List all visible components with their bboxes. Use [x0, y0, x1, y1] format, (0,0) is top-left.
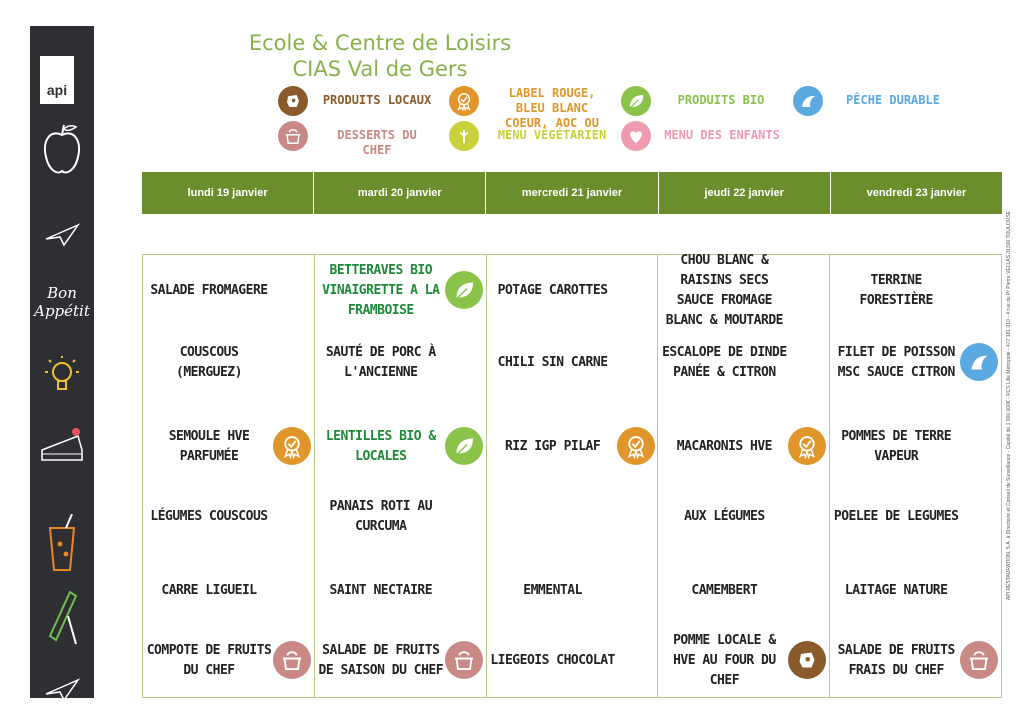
page-title: Ecole & Centre de Loisirs CIAS Val de Gers — [248, 31, 512, 81]
menu-cell — [315, 625, 487, 697]
leaf-icon — [621, 86, 651, 116]
menu-cell — [487, 625, 659, 697]
dish-name: POTAGE CAROTTES — [497, 283, 608, 298]
leaf-icon — [445, 271, 483, 309]
menu-cell — [487, 481, 659, 553]
dish-name: SALADE DE FRUITS FRAIS DU CHEF — [837, 643, 955, 678]
menu-cell — [658, 327, 830, 399]
dish-name: SAUTÉ DE PORC À L'ANCIENNE — [325, 345, 436, 380]
menu-cell — [830, 255, 1002, 327]
api-logo: api — [40, 56, 74, 104]
menu-cell — [658, 625, 830, 697]
dish-name: COMPOTE DE FRUITS DU CHEF — [146, 643, 272, 678]
day-header: mardi 20 janvier — [314, 172, 486, 214]
dish-name: PANAIS ROTI AU CURCUMA — [329, 499, 433, 534]
dish-name: CAMEMBERT — [691, 583, 758, 598]
dish-name: SALADE DE FRUITS DE SAISON DU CHEF — [318, 643, 444, 678]
cake-icon — [30, 424, 94, 466]
quality-label-icon — [617, 427, 655, 465]
menu-cell — [658, 555, 830, 627]
leaf-icon — [445, 427, 483, 465]
dish-name: EMMENTAL — [523, 583, 582, 598]
legal-mention: API RESTAURATION, S.A. à Directoire et Conseil de Surveillance - Capital de 1 000 000€ - RCS Lille Métropole - 477 181 010 - 4 rue du Pr Pierre VELLAS 31300 TOULOUSE — [1006, 211, 1012, 600]
legend-label: PRODUITS LOCAUX — [322, 93, 432, 107]
dish-name: LÉGUMES COUSCOUS — [150, 509, 268, 524]
dish-name: SALADE FROMAGERE — [150, 283, 268, 298]
menu-column — [143, 255, 315, 697]
chef-pot-icon — [273, 641, 311, 679]
dish-name: TERRINE FORESTIÈRE — [859, 273, 933, 308]
day-header-row — [142, 172, 1002, 214]
dish-name: LIEGEOIS CHOCOLAT — [490, 653, 615, 668]
menu-column — [658, 255, 830, 697]
menu-cell — [658, 411, 830, 483]
fish-icon — [960, 343, 998, 381]
dish-name: CARRE LIGUEIL — [161, 583, 257, 598]
legend-label: LABEL ROUGE, BLEU BLANC COEUR, AOC OU — [505, 86, 599, 130]
pencil-icon — [30, 586, 94, 646]
menu-cell — [143, 555, 315, 627]
menu-cell — [315, 481, 487, 553]
chef-pot-icon — [445, 641, 483, 679]
menu-cell — [830, 411, 1002, 483]
dish-name: SEMOULE HVE PARFUMÉE — [168, 429, 250, 464]
dish-name: BETTERAVES BIO VINAIGRETTE A LA FRAMBOISE — [322, 263, 440, 318]
menu-cell — [143, 481, 315, 553]
lightbulb-icon — [30, 356, 94, 396]
chef-pot-icon — [960, 641, 998, 679]
paper-plane-icon — [30, 221, 94, 249]
menu-cell — [487, 411, 659, 483]
menu-cell — [143, 411, 315, 483]
menu-cell — [315, 411, 487, 483]
fish-icon — [793, 86, 823, 116]
menu-cell — [830, 625, 1002, 697]
menu-column — [315, 255, 487, 697]
menu-cell — [830, 555, 1002, 627]
dish-name: CHOU BLANC & RAISINS SECS SAUCE FROMAGE BLANC & MOUTARDE — [665, 253, 783, 328]
menu-cell — [830, 481, 1002, 553]
menu-cell — [315, 327, 487, 399]
quality-label-icon — [788, 427, 826, 465]
bon-appetit-text: Bon Appétit — [34, 284, 90, 320]
chef-pot-icon — [278, 121, 308, 151]
dish-name: LENTILLES BIO & LOCALES — [325, 429, 436, 464]
decorative-strip — [30, 26, 94, 698]
heart-icon — [621, 121, 651, 151]
dish-name: LAITAGE NATURE — [844, 583, 948, 598]
paper-plane-icon — [30, 676, 94, 704]
dish-name: MACARONIS HVE — [676, 439, 773, 454]
day-header: mercredi 21 janvier — [486, 172, 658, 214]
legend-label: DESSERTS DU CHEF — [337, 128, 417, 157]
menu-column — [830, 255, 1001, 697]
legend-label: MENU DES ENFANTS — [664, 128, 780, 142]
menu-cell — [658, 255, 830, 327]
menu-cell — [830, 327, 1002, 399]
day-header: lundi 19 janvier — [142, 172, 314, 214]
menu-cell — [487, 327, 659, 399]
menu-cell — [143, 625, 315, 697]
dish-name: POMMES DE TERRE VAPEUR — [841, 429, 952, 464]
menu-cell — [143, 327, 315, 399]
dish-name: COUSCOUS (MERGUEZ) — [176, 345, 242, 380]
dish-name: SAINT NECTAIRE — [329, 583, 433, 598]
menu-grid — [142, 254, 1002, 698]
day-header: jeudi 22 janvier — [659, 172, 831, 214]
dish-name: AUX LÉGUMES — [684, 509, 765, 524]
menu-cell — [143, 255, 315, 327]
quality-label-icon — [273, 427, 311, 465]
menu-cell — [487, 255, 659, 327]
drink-icon — [30, 514, 94, 574]
legend-label: MENU VÉGÉTARIEN — [497, 128, 607, 142]
legend-label: PÊCHE DURABLE — [846, 93, 940, 107]
dish-name: POELEE DE LEGUMES — [833, 509, 959, 524]
menu-cell — [315, 255, 487, 327]
dish-name: FILET DE POISSON MSC SAUCE CITRON — [837, 345, 955, 380]
legend-label: PRODUITS BIO — [677, 93, 765, 107]
apple-icon — [30, 121, 94, 181]
quality-label-icon — [449, 86, 479, 116]
dish-name: RIZ IGP PILAF — [504, 439, 601, 454]
dish-name: CHILI SIN CARNE — [497, 355, 608, 370]
vegetarian-icon — [449, 121, 479, 151]
dish-name: ESCALOPE DE DINDE PANÉE & CITRON — [662, 345, 787, 380]
local-products-icon — [788, 641, 826, 679]
local-products-icon — [278, 86, 308, 116]
day-header: vendredi 23 janvier — [831, 172, 1002, 214]
menu-cell — [487, 555, 659, 627]
menu-cell — [658, 481, 830, 553]
menu-column — [487, 255, 659, 697]
menu-cell — [315, 555, 487, 627]
dish-name: POMME LOCALE & HVE AU FOUR DU CHEF — [673, 633, 776, 688]
